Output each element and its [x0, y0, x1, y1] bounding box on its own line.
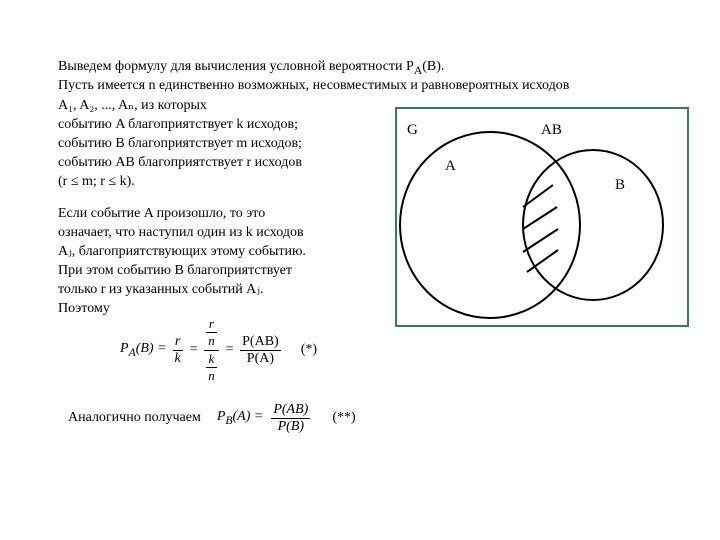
para2-line-6: Поэтому: [58, 301, 110, 316]
equals-sign: =: [188, 342, 199, 357]
formula2-tag: (**): [332, 410, 356, 425]
label-ab: AB: [541, 122, 562, 138]
label-a: A: [445, 158, 456, 174]
intro-line-3: A₁, A₂, ..., Aₙ, из которых: [58, 98, 207, 113]
formula2-lhs: $P_B(A)$ =: [216, 409, 264, 427]
fraction-r-n-over-k-n: $\frac{\frac{r}{n}}{\frac{k}{n}}$: [204, 316, 219, 384]
para2-line-5: только r из указанных событий Aⱼ.: [58, 282, 264, 297]
para2-line-2: означает, что наступил один из k исходов: [58, 225, 304, 240]
fraction-pab-over-pa: $\frac{P(AB)}{P(A)}$: [242, 333, 279, 366]
label-b: B: [615, 177, 626, 193]
para2-line-1: Если событие A произошло, то это: [58, 206, 266, 221]
formula-conditional-probability: [120, 313, 317, 387]
circle-a: [400, 132, 580, 318]
circle-b: [523, 150, 663, 300]
venn-diagram: [395, 107, 689, 327]
intro-line-1: Выведем формулу для вычисления условной вероятности $P_A(B)$.: [58, 59, 445, 77]
equals-sign-2: =: [224, 342, 235, 357]
para2-line-4: При этом событию B благоприятствует: [58, 263, 292, 278]
intro-line-7: (r ≤ m; r ≤ k).: [58, 174, 135, 189]
intro-line-4: событию A благоприятствует k исходов;: [58, 117, 299, 132]
label-g: G: [407, 122, 418, 138]
formula1-tag: (*): [300, 342, 318, 357]
fraction-r-over-k: $\frac{r}{k}$: [174, 333, 181, 366]
formula-analog: [68, 398, 356, 438]
intro-line-6: событию AB благоприятствует r исходов: [58, 155, 302, 170]
intro-line-2: Пусть имеется n единственно возможных, несовместимых и равновероятных исходов: [58, 78, 570, 93]
intro-line-5: событию B благоприятствует m исходов;: [58, 136, 302, 151]
formula2-intro: Аналогично получаем: [68, 410, 201, 425]
para2-line-3: Aⱼ, благоприятствующих этому событию.: [58, 244, 306, 259]
fraction-pab-over-pb: $\frac{P(AB)}{P(B)}$: [273, 401, 309, 434]
formula1-lhs: $P_A(B)$ =: [120, 341, 167, 359]
